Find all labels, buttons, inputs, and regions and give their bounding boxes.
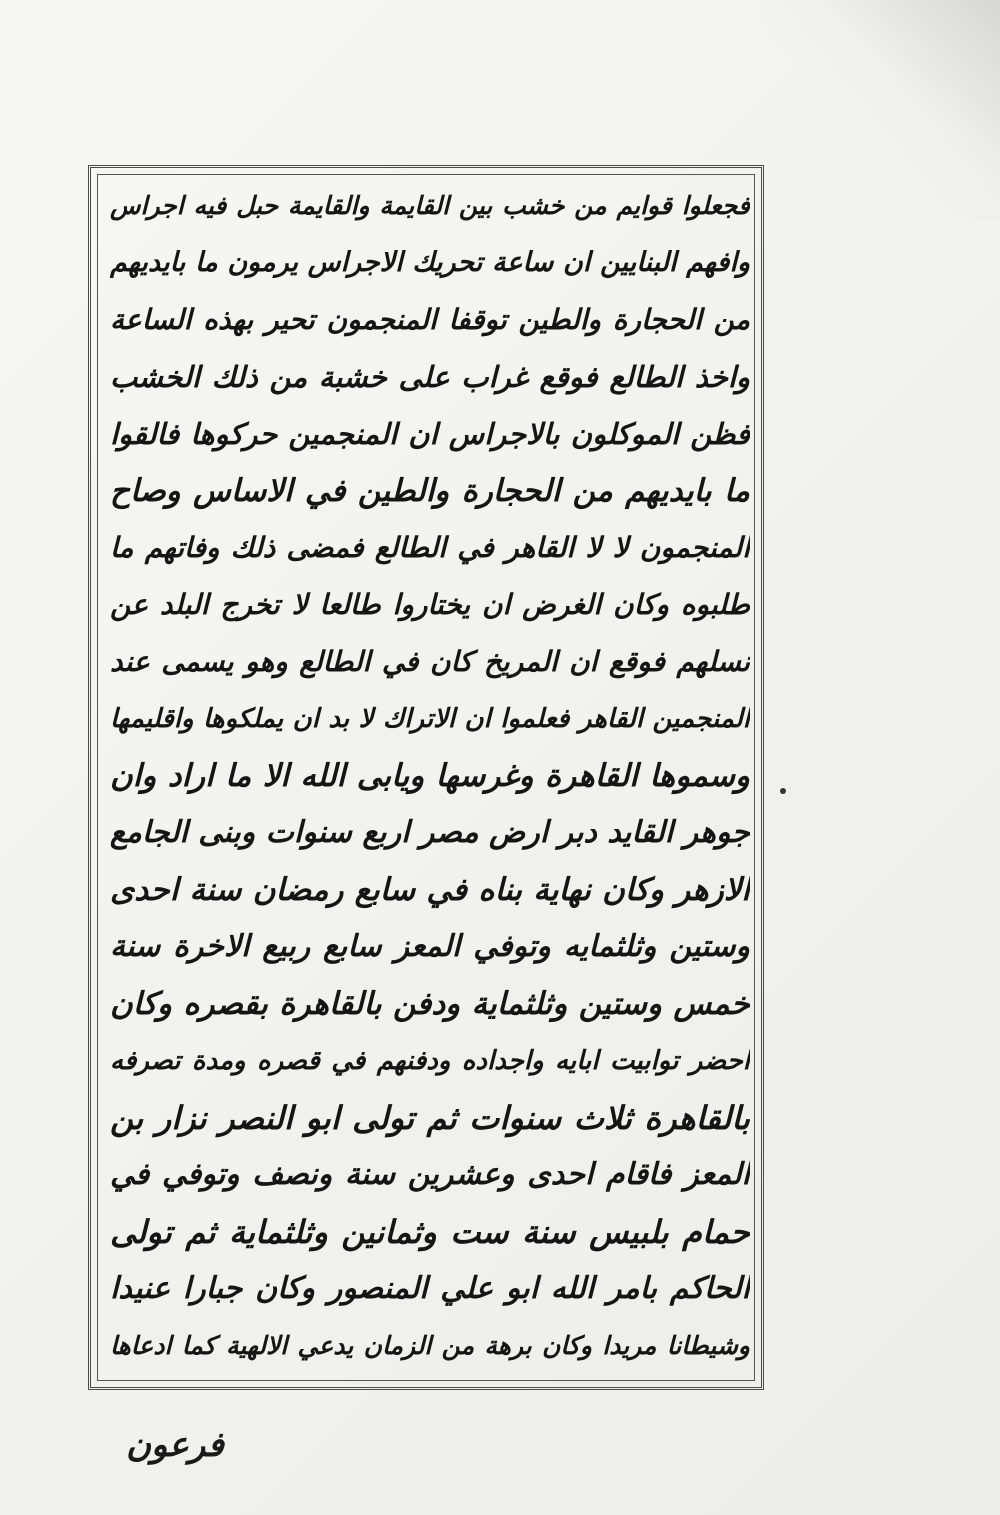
manuscript-line: المعز فاقام احدى وعشرين سنة ونصف وتوفي في	[110, 1157, 750, 1192]
manuscript-line: واخذ الطالع فوقع غراب على خشبة من ذلك الخشب	[110, 360, 750, 394]
manuscript-line: الحاكم بامر الله ابو علي المنصور وكان جبارا عنيدا	[110, 1271, 750, 1306]
manuscript-line: ما بايديهم من الحجارة والطين في الاساس وصاح	[110, 473, 750, 509]
manuscript-line: فجعلوا قوايم من خشب بين القايمة والقايمة حبل فيه اجراس	[110, 191, 750, 220]
manuscript-line: جوهر القايد دبر ارض مصر اربع سنوات وبنى الجامع	[110, 815, 750, 850]
manuscript-line: طلبوه وكان الغرض ان يختاروا طالعا لا تخرج البلد عن	[110, 588, 750, 621]
manuscript-line: من الحجارة والطين توقفا المنجمون تحير بهذه الساعة	[110, 303, 750, 336]
manuscript-line: المنجمين القاهر فعلموا ان الاتراك لا بد ان يملكوها واقليمها	[110, 704, 750, 734]
page-corner-shadow	[760, 0, 1000, 220]
manuscript-line: وافهم البنايين ان ساعة تحريك الاجراس يرمون ما بايديهم	[110, 247, 750, 278]
catchword: فرعون	[126, 1425, 224, 1465]
manuscript-line: خمس وستين وثلثماية ودفن بالقاهرة بقصره وكان	[110, 986, 750, 1022]
manuscript-line: حمام بلبيس سنة ست وثمانين وثلثماية ثم تولى	[110, 1213, 750, 1251]
manuscript-line: المنجمون لا لا القاهر في الطالع فمضى ذلك وفاتهم ما	[110, 531, 750, 564]
manuscript-line: فظن الموكلون بالاجراس ان المنجمين حركوها فالقوا	[110, 417, 750, 451]
manuscript-text-block	[110, 175, 750, 1385]
manuscript-line: الازهر وكان نهاية بناه في سابع رمضان سنة احدى	[110, 872, 750, 908]
manuscript-line: وشيطانا مريدا وكان برهة من الزمان يدعي الالهية كما ادعاها	[110, 1331, 750, 1360]
manuscript-line: احضر توابيت ابايه واجداده ودفنهم في قصره ومدة تصرفه	[110, 1046, 750, 1076]
manuscript-line: وستين وثلثمايه وتوفي المعز سابع ربيع الاخرة سنة	[110, 929, 750, 964]
manuscript-line: بالقاهرة ثلاث سنوات ثم تولى ابو النصر نزار بن	[110, 1099, 750, 1137]
manuscript-line: وسموها القاهرة وغرسها ويابى الله الا ما اراد وان	[110, 758, 750, 794]
manuscript-line: نسلهم فوقع ان المريخ كان في الطالع وهو يسمى عند	[110, 645, 750, 678]
margin-ink-mark	[780, 788, 786, 794]
